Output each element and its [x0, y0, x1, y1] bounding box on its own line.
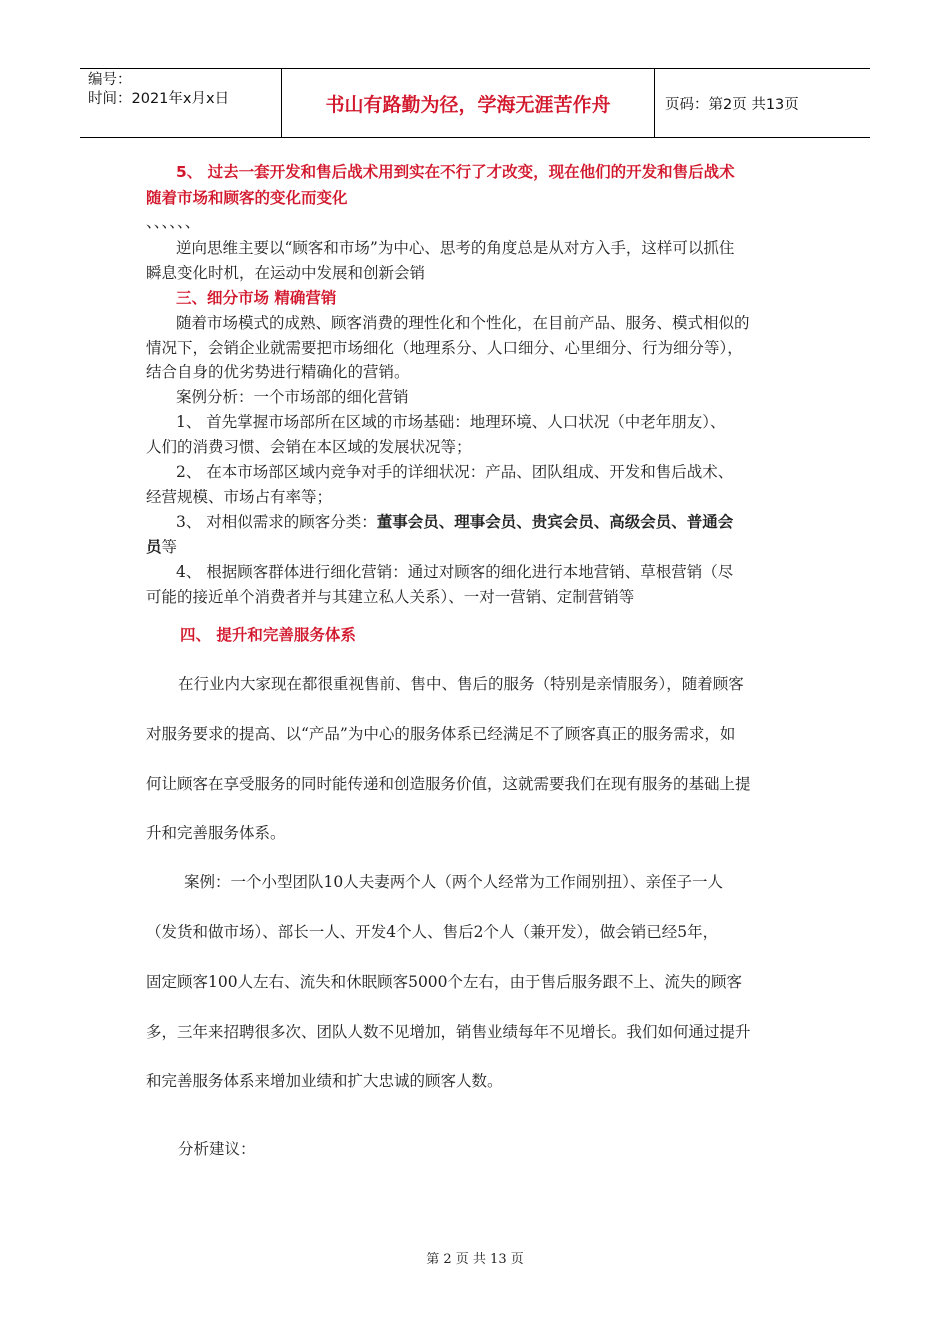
case-2-line-4: 多，三年来招聘很多次、团队人数不见增加，销售业绩每年不见增长。我们如何通过提升: [146, 1023, 751, 1041]
case-2-line-2: （发货和做市场）、部长一人、开发4个人、售后2个人（兼开发），做会销已经5年，: [146, 923, 719, 941]
item-1-line-2: 人们的消费习惯、会销在本区域的发展状况等；: [146, 438, 472, 456]
header-motto: 书山有路勤为径，学海无涯苦作舟: [282, 69, 655, 137]
item-3-member-types: 董事会员、理事会员、贵宾会员、高级会员、普通会: [376, 513, 734, 531]
section-3-line-2: 情况下，会销企业就需要把市场细化（地理系分、人口细分、心里细分、行为细分等），: [146, 339, 743, 357]
section-3-line-3: 结合自身的优劣势进行精确化的营销。: [146, 363, 410, 381]
item-4-line-1: 4、 根据顾客群体进行细化营销：通过对顾客的细化进行本地营销、草根营销（尽: [176, 563, 734, 581]
item-3-line-1: [176, 510, 846, 532]
section-4-line-1: 在行业内大家现在都很重视售前、售中、售后的服务（特别是亲情服务），随着顾客: [178, 675, 744, 693]
section-4-line-2: 对服务要求的提高、以“产品”为中心的服务体系已经满足不了顾客真正的服务需求，如: [146, 725, 736, 743]
page-footer: 第 2 页 共 13 页: [426, 1252, 524, 1267]
section-3-heading: 三、细分市场 精确营销: [176, 289, 337, 307]
item-1-line-1: 1、 首先掌握市场部所在区域的市场基础：地理环境、人口状况（中老年朋友）、: [176, 413, 726, 431]
case-2-line-3: 固定顾客100人左右、流失和休眠顾客5000个左右，由于售后服务跟不上、流失的顾客: [146, 973, 743, 991]
point-5-line-1: 5、 过去一套开发和售后战术用到实在不行了才改变，现在他们的开发和售后战术: [176, 163, 735, 181]
item-4-line-2: 可能的接近单个消费者并与其建立私人关系）、一对一营销、定制营销等: [146, 588, 635, 606]
case-2-line-1: 案例：一个小型团队10人夫妻两个人（两个人经常为工作闹别扭）、亲侄子一人: [184, 873, 723, 891]
item-2-line-1: 2、 在本市场部区域内竞争对手的详细状况：产品、团队组成、开发和售后战术、: [176, 463, 734, 481]
item-3-line-2: [146, 535, 816, 557]
case-analysis-title: 案例分析：一个市场部的细化营销: [176, 388, 409, 406]
section-4-heading: 四、 提升和完善服务体系: [180, 626, 356, 644]
document-date: 时间：2021年x月x日: [88, 91, 230, 107]
item-3-member-types-end: 员: [146, 538, 162, 556]
page-header: [80, 68, 870, 138]
section-3-line-1: 随着市场模式的成熟、顾客消费的理性化和个性化，在目前产品、服务、模式相似的: [176, 314, 750, 332]
section-4-line-4: 升和完善服务体系。: [146, 824, 286, 842]
header-page-info: 页码：第2页 共13页: [665, 96, 799, 113]
reverse-thinking-line-2: 瞬息变化时机，在运动中发展和创新会销: [146, 264, 426, 282]
separator-dots: 、、、、、、: [146, 213, 201, 231]
header-meta: [80, 69, 282, 137]
reverse-thinking-line-1: 逆向思维主要以“顾客和市场”为中心、思考的角度总是从对方入手，这样可以抓住: [176, 239, 735, 257]
item-3-prefix: 3、 对相似需求的顾客分类：: [176, 513, 377, 531]
analysis-advice-label: 分析建议：: [178, 1140, 256, 1158]
point-5-line-2: 随着市场和顾客的变化而变化: [146, 189, 348, 207]
item-3-suffix: 等: [161, 538, 178, 556]
item-2-line-2: 经营规模、市场占有率等；: [146, 488, 333, 506]
case-2-line-5: 和完善服务体系来增加业绩和扩大忠诚的顾客人数。: [146, 1072, 503, 1090]
document-number-label: 编号：: [88, 72, 132, 88]
section-4-line-3: 何让顾客在享受服务的同时能传递和创造服务价值，这就需要我们在现有服务的基础上提: [146, 775, 751, 793]
